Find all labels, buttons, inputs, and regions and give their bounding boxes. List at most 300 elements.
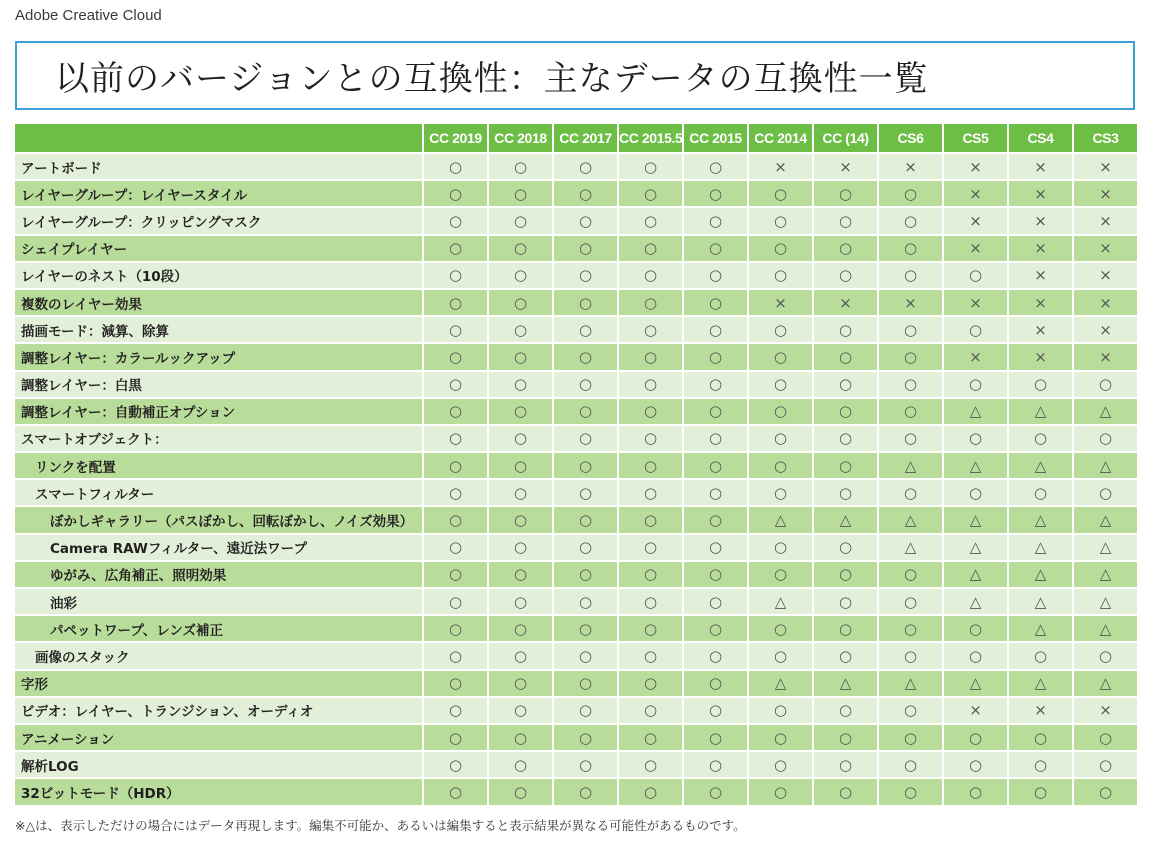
- compat-mark: ○: [942, 372, 1007, 399]
- compat-mark: ○: [487, 752, 552, 779]
- compat-mark: ○: [942, 616, 1007, 643]
- compat-mark: ○: [487, 562, 552, 589]
- feature-label: スマートフィルター: [15, 480, 422, 507]
- table-row: [15, 426, 1137, 453]
- column-header: CC 2015.5: [617, 124, 682, 154]
- column-header: CS3: [1072, 124, 1137, 154]
- compat-mark: ○: [552, 779, 617, 806]
- compat-mark: ○: [487, 154, 552, 181]
- compat-mark: ×: [747, 290, 812, 317]
- compat-mark: ○: [1072, 426, 1137, 453]
- feature-label: 32ビットモード（HDR）: [15, 779, 422, 806]
- compat-mark: ○: [877, 181, 942, 208]
- compat-mark: △: [877, 507, 942, 534]
- compat-mark: ○: [617, 290, 682, 317]
- compat-mark: ×: [1007, 154, 1072, 181]
- compat-mark: ○: [552, 589, 617, 616]
- compat-mark: ○: [422, 236, 487, 263]
- compat-mark: ○: [617, 507, 682, 534]
- compat-mark: ○: [812, 344, 877, 371]
- compat-mark: ○: [812, 535, 877, 562]
- compat-mark: ○: [617, 616, 682, 643]
- table-row: [15, 208, 1137, 235]
- table-row: [15, 290, 1137, 317]
- compat-mark: ○: [422, 725, 487, 752]
- compat-mark: ○: [487, 290, 552, 317]
- compat-mark: △: [1072, 616, 1137, 643]
- compat-mark: ×: [942, 236, 1007, 263]
- compat-mark: ○: [682, 208, 747, 235]
- column-header: CC 2014: [747, 124, 812, 154]
- compat-mark: ×: [942, 698, 1007, 725]
- compat-mark: ○: [487, 698, 552, 725]
- table-row: [15, 671, 1137, 698]
- compat-mark: ○: [682, 725, 747, 752]
- table-row: [15, 589, 1137, 616]
- header-corner: [15, 124, 422, 154]
- compat-mark: ×: [1072, 698, 1137, 725]
- compat-mark: ○: [1072, 372, 1137, 399]
- compat-mark: △: [1072, 562, 1137, 589]
- feature-label: アニメーション: [15, 725, 422, 752]
- compat-mark: △: [1007, 507, 1072, 534]
- compat-mark: ○: [617, 698, 682, 725]
- compat-mark: ○: [747, 562, 812, 589]
- compat-mark: ○: [422, 643, 487, 670]
- compat-mark: △: [942, 671, 1007, 698]
- compat-mark: ○: [812, 372, 877, 399]
- compat-mark: ○: [422, 562, 487, 589]
- compat-mark: ○: [812, 208, 877, 235]
- compat-mark: △: [812, 507, 877, 534]
- compat-mark: ○: [942, 426, 1007, 453]
- compat-mark: ○: [682, 698, 747, 725]
- compat-mark: ○: [682, 317, 747, 344]
- feature-label: ぼかしギャラリー（パスぼかし、回転ぼかし、ノイズ効果）: [15, 507, 422, 534]
- compat-mark: ×: [942, 290, 1007, 317]
- compat-mark: ○: [747, 372, 812, 399]
- compat-mark: △: [877, 671, 942, 698]
- compat-mark: ○: [552, 399, 617, 426]
- compat-mark: △: [1072, 507, 1137, 534]
- compat-mark: ○: [552, 671, 617, 698]
- compat-mark: ○: [812, 698, 877, 725]
- compat-mark: ○: [617, 208, 682, 235]
- compat-mark: ○: [682, 535, 747, 562]
- compat-mark: ○: [1007, 643, 1072, 670]
- compat-mark: ○: [422, 372, 487, 399]
- compat-mark: ○: [617, 589, 682, 616]
- compat-mark: ○: [942, 317, 1007, 344]
- compat-mark: ×: [1072, 344, 1137, 371]
- table-row: [15, 698, 1137, 725]
- compat-mark: ○: [877, 263, 942, 290]
- column-header: CC 2017: [552, 124, 617, 154]
- compat-mark: △: [1072, 399, 1137, 426]
- table-row: [15, 480, 1137, 507]
- compat-mark: ○: [877, 562, 942, 589]
- feature-label: 調整レイヤー：カラールックアップ: [15, 344, 422, 371]
- feature-label: Camera RAWフィルター、遠近法ワープ: [15, 535, 422, 562]
- feature-label: 調整レイヤー：白黒: [15, 372, 422, 399]
- compat-mark: ○: [942, 643, 1007, 670]
- compat-mark: ○: [422, 698, 487, 725]
- table-row: [15, 181, 1137, 208]
- table-row: [15, 562, 1137, 589]
- compat-mark: ×: [1007, 290, 1072, 317]
- compat-mark: ○: [487, 643, 552, 670]
- compat-mark: ○: [617, 372, 682, 399]
- compat-mark: ○: [487, 480, 552, 507]
- compat-mark: ○: [1007, 752, 1072, 779]
- compat-mark: ○: [747, 480, 812, 507]
- table-row: [15, 725, 1137, 752]
- compat-mark: ○: [617, 480, 682, 507]
- compat-mark: ○: [682, 752, 747, 779]
- compat-mark: △: [1007, 453, 1072, 480]
- compat-mark: ○: [812, 589, 877, 616]
- compat-mark: ○: [487, 589, 552, 616]
- table-row: [15, 236, 1137, 263]
- compat-mark: ○: [877, 236, 942, 263]
- compat-mark: ○: [487, 507, 552, 534]
- compat-mark: ○: [812, 317, 877, 344]
- compat-mark: ○: [812, 752, 877, 779]
- compat-mark: ○: [682, 562, 747, 589]
- compat-mark: ○: [877, 480, 942, 507]
- compat-mark: ○: [552, 372, 617, 399]
- feature-label: ビデオ：レイヤー、トランジション、オーディオ: [15, 698, 422, 725]
- compat-mark: ×: [877, 290, 942, 317]
- table-row: [15, 507, 1137, 534]
- compat-mark: ○: [1007, 480, 1072, 507]
- column-header: CS5: [942, 124, 1007, 154]
- compat-mark: ○: [747, 208, 812, 235]
- compat-mark: △: [942, 562, 1007, 589]
- compat-mark: ○: [422, 181, 487, 208]
- compat-mark: ○: [682, 154, 747, 181]
- compat-mark: ○: [747, 698, 812, 725]
- compat-mark: △: [1072, 453, 1137, 480]
- compat-mark: ○: [747, 725, 812, 752]
- title-box: [15, 41, 1135, 110]
- compat-mark: ○: [487, 725, 552, 752]
- compat-mark: ○: [812, 399, 877, 426]
- compat-mark: ○: [552, 344, 617, 371]
- compat-mark: ○: [552, 263, 617, 290]
- compat-mark: ○: [812, 453, 877, 480]
- compat-mark: ×: [1007, 208, 1072, 235]
- compat-mark: ○: [487, 535, 552, 562]
- table-row: [15, 399, 1137, 426]
- table-row: [15, 752, 1137, 779]
- compat-mark: ○: [552, 290, 617, 317]
- table-row: [15, 317, 1137, 344]
- compat-mark: ○: [617, 535, 682, 562]
- compat-mark: ×: [942, 344, 1007, 371]
- compat-mark: ○: [942, 480, 1007, 507]
- compat-mark: ○: [617, 725, 682, 752]
- feature-label: パペットワープ、レンズ補正: [15, 616, 422, 643]
- compat-mark: ×: [942, 154, 1007, 181]
- compat-mark: ○: [812, 480, 877, 507]
- compat-mark: ○: [1072, 779, 1137, 806]
- compat-mark: △: [747, 671, 812, 698]
- compat-mark: △: [942, 399, 1007, 426]
- compat-mark: ○: [877, 752, 942, 779]
- compat-mark: ×: [747, 154, 812, 181]
- compat-mark: ○: [422, 426, 487, 453]
- compat-mark: ○: [1072, 752, 1137, 779]
- compat-mark: ×: [1072, 154, 1137, 181]
- compat-mark: ○: [617, 344, 682, 371]
- compat-mark: ○: [1007, 725, 1072, 752]
- table-row: [15, 779, 1137, 806]
- compat-mark: ○: [682, 616, 747, 643]
- feature-label: 画像のスタック: [15, 643, 422, 670]
- compat-mark: ○: [487, 263, 552, 290]
- compat-mark: ○: [487, 399, 552, 426]
- compat-mark: ○: [682, 643, 747, 670]
- compat-mark: ○: [617, 236, 682, 263]
- compat-mark: ○: [552, 752, 617, 779]
- compat-mark: ○: [487, 208, 552, 235]
- compat-mark: ○: [682, 181, 747, 208]
- compat-mark: ○: [422, 480, 487, 507]
- compat-mark: △: [942, 589, 1007, 616]
- compat-mark: ○: [1072, 643, 1137, 670]
- compat-mark: △: [812, 671, 877, 698]
- compat-mark: ○: [1072, 480, 1137, 507]
- compat-mark: ×: [1072, 290, 1137, 317]
- compat-mark: ○: [812, 779, 877, 806]
- table-row: [15, 616, 1137, 643]
- table-row: [15, 453, 1137, 480]
- compat-mark: ×: [812, 290, 877, 317]
- compat-mark: ○: [487, 779, 552, 806]
- compat-mark: ○: [422, 752, 487, 779]
- compat-mark: ○: [747, 344, 812, 371]
- compat-mark: ×: [1072, 181, 1137, 208]
- compat-mark: ○: [422, 779, 487, 806]
- compat-mark: ○: [1007, 372, 1072, 399]
- compat-mark: △: [1007, 562, 1072, 589]
- table-row: [15, 372, 1137, 399]
- compat-mark: ○: [487, 344, 552, 371]
- footnote: ※△は、表示しただけの場合にはデータ再現します。編集不可能か、あるいは編集すると表示結果が異なる可能性があるものです。: [15, 818, 746, 833]
- compat-mark: ○: [552, 480, 617, 507]
- compat-mark: ×: [1007, 344, 1072, 371]
- feature-label: レイヤーグループ：レイヤースタイル: [15, 181, 422, 208]
- compat-mark: ×: [812, 154, 877, 181]
- compat-mark: △: [1007, 399, 1072, 426]
- compat-mark: ○: [942, 752, 1007, 779]
- compat-mark: ○: [617, 154, 682, 181]
- compat-mark: ○: [682, 399, 747, 426]
- compat-mark: ○: [812, 643, 877, 670]
- column-header: CS4: [1007, 124, 1072, 154]
- compat-mark: ×: [942, 208, 1007, 235]
- compat-mark: △: [942, 535, 1007, 562]
- compat-mark: ○: [422, 208, 487, 235]
- column-header: CC (14): [812, 124, 877, 154]
- compat-mark: ○: [682, 671, 747, 698]
- table-header-row: [15, 124, 1137, 154]
- compat-mark: ○: [812, 725, 877, 752]
- feature-label: 油彩: [15, 589, 422, 616]
- compat-mark: ○: [877, 725, 942, 752]
- compat-mark: ○: [552, 453, 617, 480]
- column-header: CS6: [877, 124, 942, 154]
- compat-mark: ○: [422, 344, 487, 371]
- column-header: CC 2019: [422, 124, 487, 154]
- compat-mark: ○: [942, 779, 1007, 806]
- compat-mark: ○: [487, 426, 552, 453]
- compat-mark: ○: [552, 507, 617, 534]
- compat-mark: △: [877, 453, 942, 480]
- compat-mark: ○: [617, 263, 682, 290]
- compat-mark: △: [1007, 671, 1072, 698]
- compat-mark: ○: [812, 426, 877, 453]
- compat-mark: ○: [422, 154, 487, 181]
- compat-mark: ○: [877, 372, 942, 399]
- compat-mark: ○: [747, 317, 812, 344]
- feature-label: 字形: [15, 671, 422, 698]
- compat-mark: ○: [617, 779, 682, 806]
- compat-mark: ○: [682, 507, 747, 534]
- compat-mark: ○: [552, 616, 617, 643]
- compat-mark: △: [747, 507, 812, 534]
- compat-mark: ○: [422, 290, 487, 317]
- compat-mark: ×: [1072, 317, 1137, 344]
- feature-label: リンクを配置: [15, 453, 422, 480]
- compat-mark: ○: [552, 181, 617, 208]
- compat-mark: ○: [617, 426, 682, 453]
- compat-mark: ○: [682, 236, 747, 263]
- compat-mark: ○: [487, 236, 552, 263]
- compat-mark: ○: [487, 372, 552, 399]
- compat-mark: ○: [747, 779, 812, 806]
- compat-mark: ○: [487, 616, 552, 643]
- compat-mark: ○: [812, 263, 877, 290]
- compat-mark: ○: [552, 698, 617, 725]
- feature-label: ゆがみ、広角補正、照明効果: [15, 562, 422, 589]
- compat-mark: △: [942, 453, 1007, 480]
- compatibility-table: [15, 124, 1137, 807]
- compat-mark: ○: [747, 453, 812, 480]
- compat-mark: ○: [877, 616, 942, 643]
- column-header: CC 2018: [487, 124, 552, 154]
- compat-mark: ○: [552, 725, 617, 752]
- compat-mark: ○: [617, 752, 682, 779]
- compat-mark: ○: [487, 671, 552, 698]
- compat-mark: ○: [487, 453, 552, 480]
- compat-mark: ○: [682, 453, 747, 480]
- compat-mark: ○: [422, 671, 487, 698]
- column-header: CC 2015: [682, 124, 747, 154]
- compat-mark: ○: [812, 616, 877, 643]
- compat-mark: ○: [747, 643, 812, 670]
- compat-mark: ○: [617, 181, 682, 208]
- compat-mark: ○: [682, 263, 747, 290]
- compat-mark: ×: [1072, 236, 1137, 263]
- compat-mark: ○: [682, 426, 747, 453]
- compat-mark: ○: [942, 725, 1007, 752]
- compat-mark: ○: [552, 236, 617, 263]
- compat-mark: △: [747, 589, 812, 616]
- compat-mark: ○: [747, 263, 812, 290]
- compat-mark: ○: [877, 589, 942, 616]
- compat-mark: △: [1072, 535, 1137, 562]
- table-row: [15, 344, 1137, 371]
- compat-mark: ×: [942, 181, 1007, 208]
- compat-mark: ×: [1072, 208, 1137, 235]
- compat-mark: ○: [812, 236, 877, 263]
- compat-mark: ○: [617, 453, 682, 480]
- compat-mark: ○: [812, 562, 877, 589]
- table-row: [15, 263, 1137, 290]
- compat-mark: ○: [877, 779, 942, 806]
- compat-mark: ○: [617, 671, 682, 698]
- compat-mark: ○: [422, 507, 487, 534]
- compat-mark: ○: [877, 426, 942, 453]
- compat-mark: ○: [422, 399, 487, 426]
- compat-mark: △: [1007, 589, 1072, 616]
- feature-label: 描画モード：減算、除算: [15, 317, 422, 344]
- feature-label: レイヤーのネスト（10段）: [15, 263, 422, 290]
- compat-mark: ○: [747, 752, 812, 779]
- compat-mark: ×: [1072, 263, 1137, 290]
- table-row: [15, 643, 1137, 670]
- compat-mark: ○: [682, 779, 747, 806]
- compat-mark: ○: [422, 317, 487, 344]
- feature-label: アートボード: [15, 154, 422, 181]
- compat-mark: ○: [877, 317, 942, 344]
- compat-mark: ○: [617, 643, 682, 670]
- compat-mark: ○: [1007, 426, 1072, 453]
- compat-mark: ○: [682, 344, 747, 371]
- compat-mark: △: [1007, 535, 1072, 562]
- feature-label: レイヤーグループ：クリッピングマスク: [15, 208, 422, 235]
- compat-mark: ○: [747, 399, 812, 426]
- compat-mark: ○: [682, 480, 747, 507]
- compat-mark: ○: [487, 181, 552, 208]
- compat-mark: ○: [487, 317, 552, 344]
- compat-mark: ×: [1007, 181, 1072, 208]
- compat-mark: ○: [682, 290, 747, 317]
- feature-label: シェイプレイヤー: [15, 236, 422, 263]
- compat-mark: ×: [1007, 317, 1072, 344]
- compat-mark: △: [942, 507, 1007, 534]
- feature-label: スマートオブジェクト：: [15, 426, 422, 453]
- compat-mark: ○: [877, 344, 942, 371]
- compat-mark: △: [1007, 616, 1072, 643]
- compat-mark: ×: [1007, 698, 1072, 725]
- compat-mark: ○: [812, 181, 877, 208]
- compat-mark: ○: [422, 453, 487, 480]
- compat-mark: ○: [422, 616, 487, 643]
- compat-mark: ○: [1072, 725, 1137, 752]
- compat-mark: ○: [552, 154, 617, 181]
- compat-mark: ○: [422, 263, 487, 290]
- compat-mark: ○: [747, 616, 812, 643]
- brand-label: Adobe Creative Cloud: [15, 7, 162, 24]
- compat-mark: ○: [942, 263, 1007, 290]
- table-body: [15, 154, 1137, 807]
- feature-label: 複数のレイヤー効果: [15, 290, 422, 317]
- compat-mark: ○: [682, 589, 747, 616]
- compat-mark: ○: [747, 535, 812, 562]
